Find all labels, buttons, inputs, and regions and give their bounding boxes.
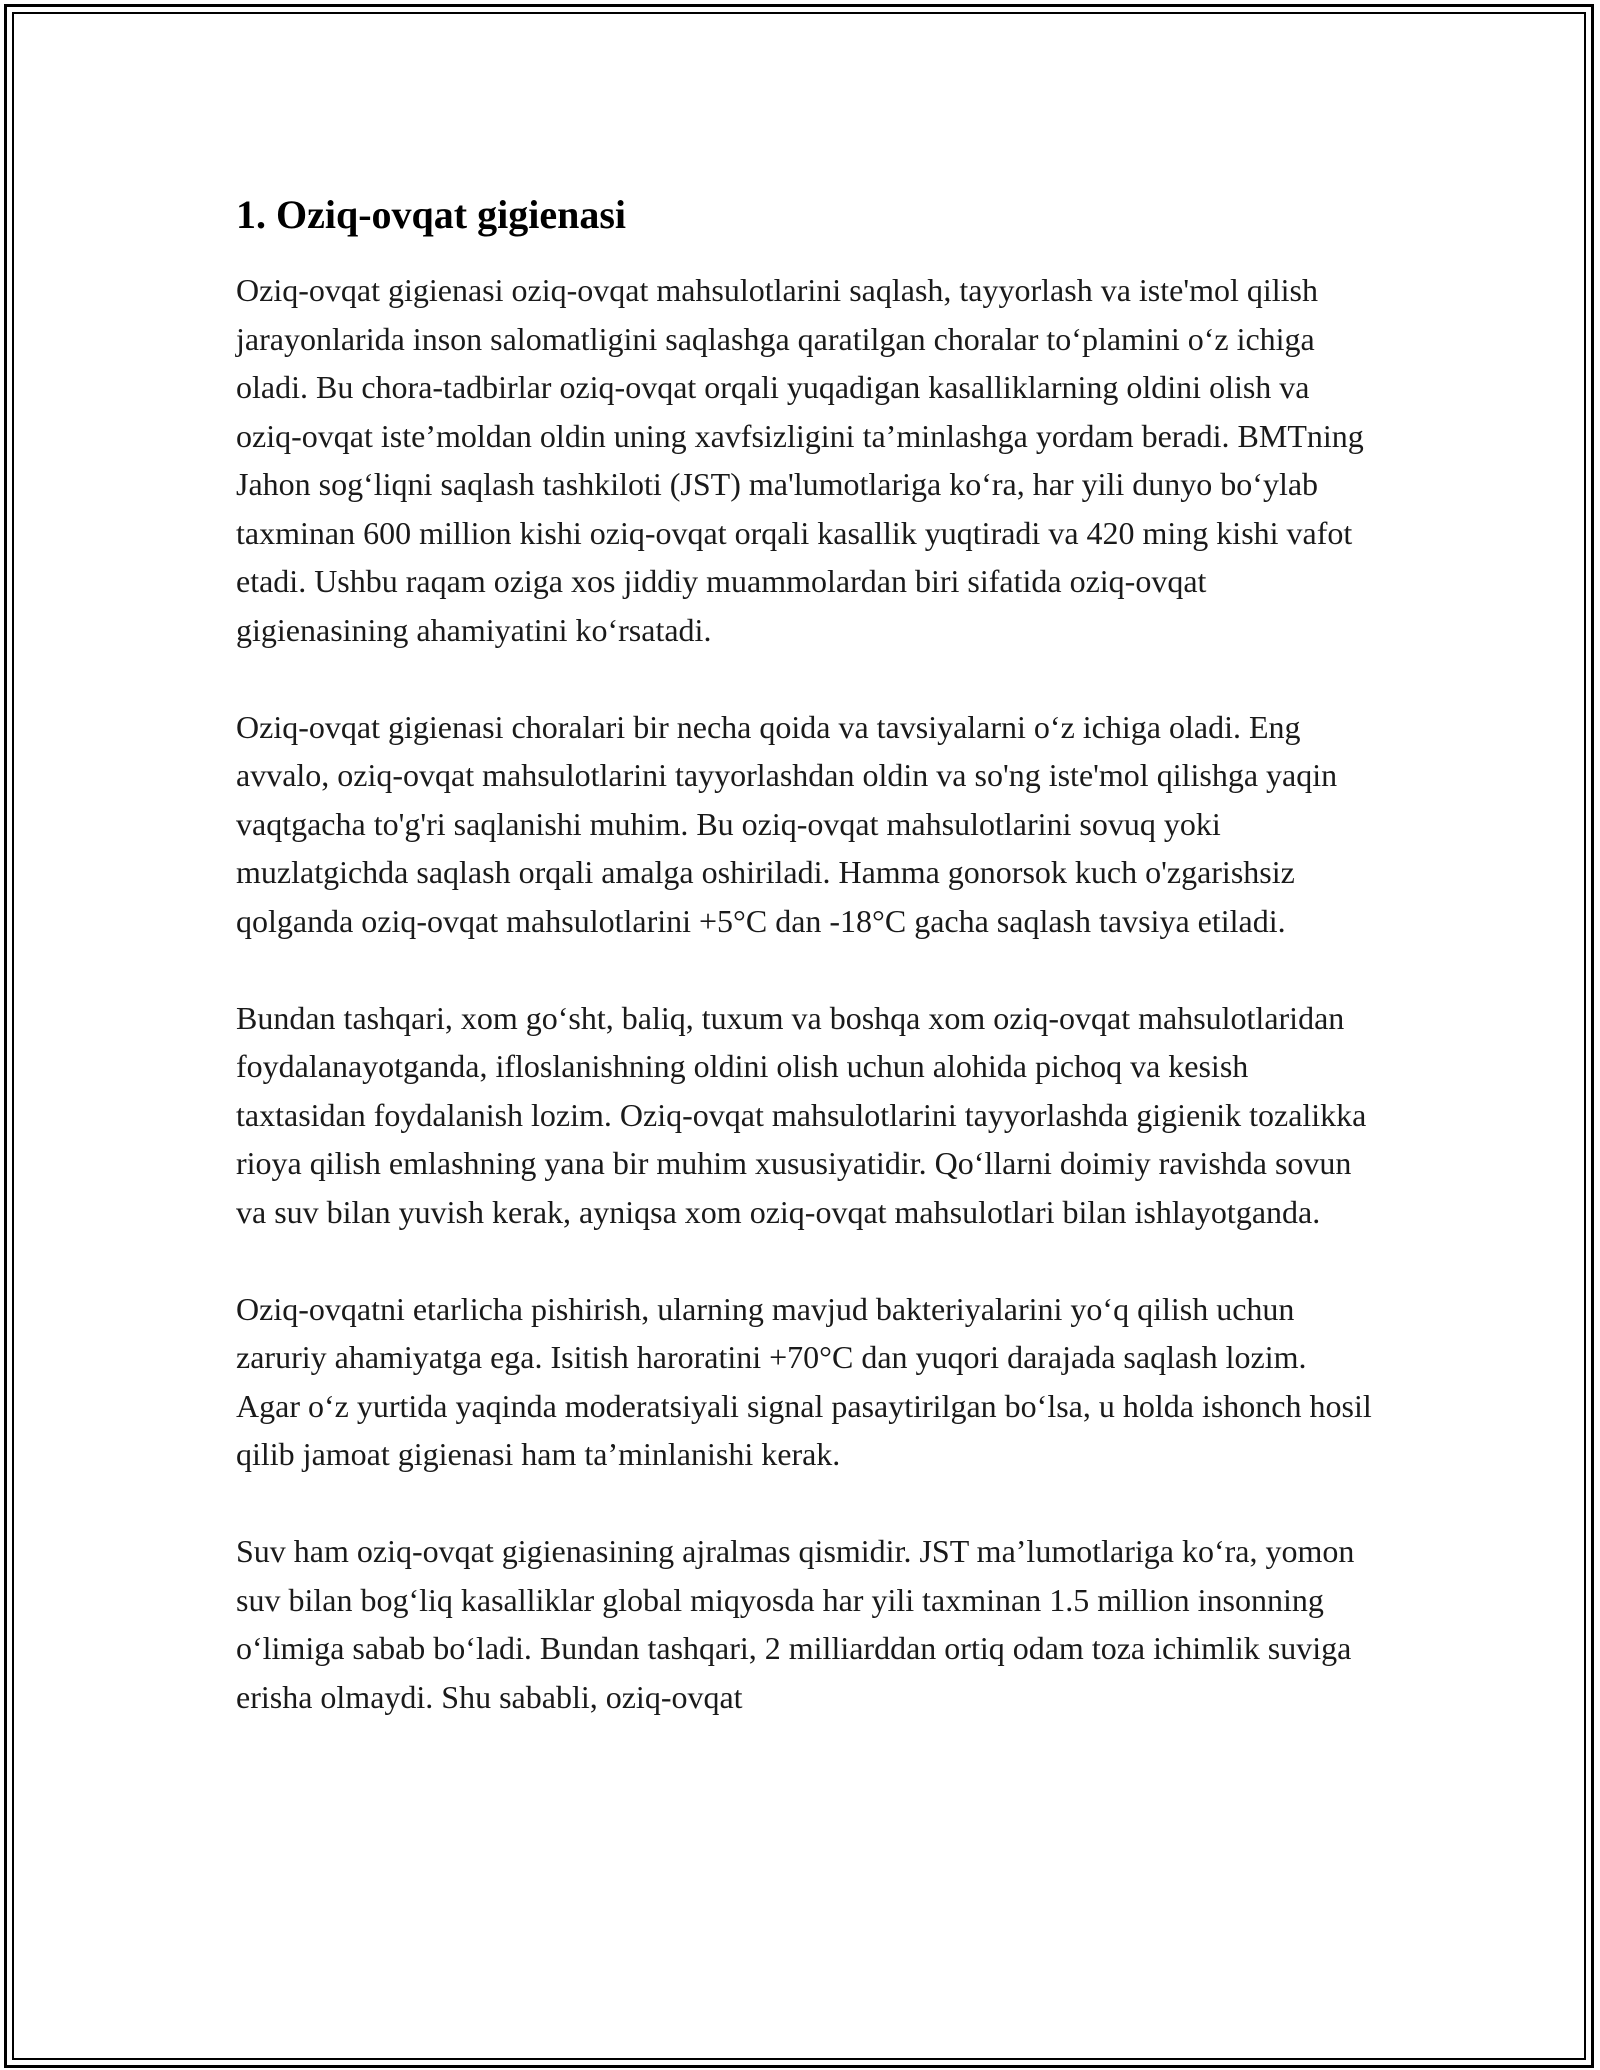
section-heading: 1. Oziq-ovqat gigienasi [236,192,627,237]
paragraph-handling: Bundan tashqari, xom go‘sht, baliq, tuxum va boshqa xom oziq-ovqat mahsulotlaridan foydalanayotganda, ifloslanishning oldini olish uchun alohida pichoq va kesish taxtasidan foydalanish lozim. Oziq-ovqat mahsulotlarini tayyorlashda gigienik tozalikka rioya qilish emlashning yana bir muhim xususiyatidir. Qo‘llarni doimiy ravishda sovun va suv bilan yuvish kerak, ayniqsa xom oziq-ovqat mahsulotlari bilan ishlayotganda. [236,999,1367,1230]
paragraph-storage: Oziq-ovqat gigienasi choralari bir necha qoida va tavsiyalarni o‘z ichiga oladi. Eng avvalo, oziq-ovqat mahsulotlarini tayyorlashdan oldin va so'ng iste'mol qilishga yaqin vaqtgacha to'g'ri saqlanishi muhim. Bu oziq-ovqat mahsulotlarini sovuq yoki muzlatgichda saqlash orqali amalga oshiriladi. Hamma gonorsok kuch o'zgarishsiz qolganda oziq-ovqat mahsulotlarini +5°C dan -18°C gacha saqlash tavsiya etiladi. [236,708,1338,939]
paragraph-intro: Oziq-ovqat gigienasi oziq-ovqat mahsulotlarini saqlash, tayyorlash va iste'mol qilish jarayonlarida inson salomatligini saqlashga qaratilgan choralar to‘plamini o‘z ichiga oladi. Bu chora-tadbirlar oziq-ovqat orqali yuqadigan kasalliklarning oldini olish va oziq-ovqat iste’moldan oldin uning xavfsizligini ta’minlashga yordam beradi. BMTning Jahon sog‘liqni saqlash tashkiloti (JST) ma'lumotlariga ko‘ra, har yili dunyo bo‘ylab taxminan 600 million kishi oziq-ovqat orqali kasallik yuqtiradi va 420 ming kishi vafot etadi. Ushbu raqam oziga xos jiddiy muammolardan biri sifatida oziq-ovqat gigienasining ahamiyatini ko‘rsatadi. [236,272,1364,648]
paragraph-cooking: Oziq-ovqatni etarlicha pishirish, ularning mavjud bakteriyalarini yo‘q qilish uchun zaruriy ahamiyatga ega. Isitish haroratini +70°C dan yuqori darajada saqlash lozim. Agar o‘z yurtida yaqinda moderatsiyali signal pasaytirilgan bo‘lsa, u holda ishonch hosil qilib jamoat gigienasi ham ta’minlanishi kerak. [236,1290,1372,1472]
document-body [236,188,1376,1770]
paragraph-water: Suv ham oziq-ovqat gigienasining ajralmas qismidir. JST ma’lumotlariga ko‘ra, yomon suv bilan bog‘liq kasalliklar global miqyosda har yili taxminan 1.5 million insonning o‘limiga sabab bo‘ladi. Bundan tashqari, 2 milliarddan ortiq odam toza ichimlik suviga erisha olmaydi. Shu sababli, oziq-ovqat [236,1533,1355,1715]
